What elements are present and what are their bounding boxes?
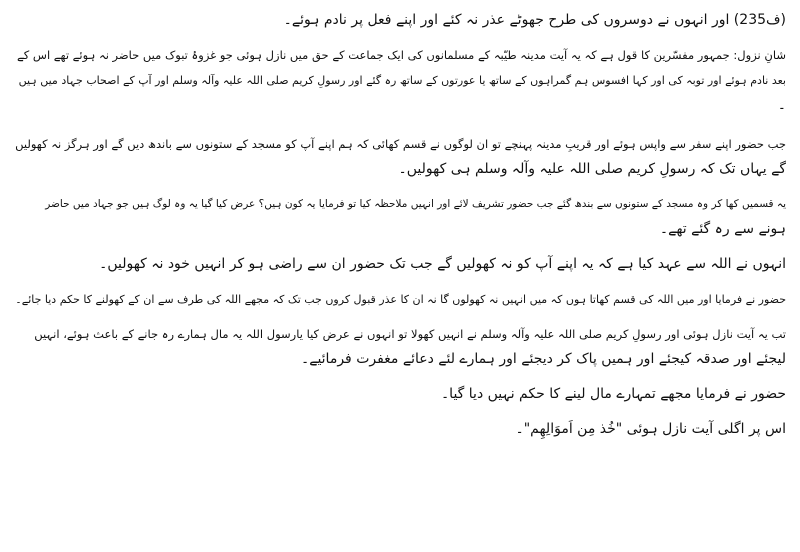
covenant-paragraph	[14, 252, 786, 277]
text-line: حضور نے فرمایا مجھے تمہارے مال لینے کا حکم نہیں دیا گیا۔	[440, 386, 786, 402]
text-line: حضور نے فرمایا اور میں اللہ کی قسم کھاتا ہوں کہ میں انہیں نہ کھولوں گا نہ ان کا عذر قبول کروں جب تک کہ مجھے اللہ کی طرف سے ان کے کھولنے کا حکم دیا جائے۔	[15, 293, 786, 306]
text-line: ۔	[777, 97, 786, 113]
prophet-oath-paragraph	[14, 287, 786, 312]
tied-to-pillars-paragraph	[14, 192, 786, 242]
next-verse-paragraph	[14, 417, 786, 442]
text-line: جب حضور اپنے سفر سے واپس ہوئے اور قریبِ مدینہ پہنچے تو ان لوگوں نے قسم کھائی کہ ہم اپنے آپ کو مسجد کے ستونوں سے باندھ دیں گے اور ہرگز نہ کھولیں	[15, 137, 786, 151]
text-line: اس پر اگلی آیت نازل ہوئی "خُذ مِن اَموَالِھِم"۔	[515, 421, 786, 437]
oath-paragraph	[14, 132, 786, 182]
text-line: یہ قسمیں کھا کر وہ مسجد کے ستونوں سے بندھ گئے جب حضور تشریف لائے اور انہیں ملاحظہ کیا تو فرمایا یہ کون ہیں؟ عرض کیا گیا یہ وہ لوگ ہیں جو جہاد میں حاضر	[45, 198, 786, 210]
shan-e-nuzool-paragraph	[14, 43, 786, 118]
text-line: انہوں نے اللہ سے عہد کیا ہے کہ یہ اپنے آپ کو نہ کھولیں گے جب تک حضور ان سے راضی ہو کر انہیں خود نہ کھولیں۔	[99, 256, 786, 272]
text-line: (ف235) اور انہوں نے دوسروں کی طرح جھوٹے عذر نہ کئے اور اپنے فعل پر نادم ہوئے۔	[283, 12, 786, 28]
text-line: لیجئے اور صدقہ کیجئے اور ہمیں پاک کر دیجئے اور ہمارے لئے دعائے مغفرت فرمائیے۔	[301, 351, 786, 367]
text-line: بعد نادم ہوئے اور توبہ کی اور کہا افسوس ہم گمراہوں کے ساتھ یا عورتوں کے ساتھ رہ گئے اور رسولِ کریم صلی اللہ علیہ وآلہ وسلم اور آپ کے اصحاب جہاد میں ہیں	[18, 74, 786, 87]
text-line: شانِ نزول: جمہور مفسّرین کا قول ہے کہ یہ آیت مدینہ طیّبہ کے مسلمانوں کی ایک جماعت کے حق میں نازل ہوئی جو غزوۂ تبوک میں حاضر نہ ہوئے تھے اس کے	[17, 48, 786, 62]
text-line: ہونے سے رہ گئے تھے۔	[659, 221, 786, 237]
text-line: گے یہاں تک کہ رسولِ کریم صلی اللہ علیہ وآلہ وسلم ہی کھولیں۔	[398, 161, 786, 177]
footnote-235-paragraph	[14, 8, 786, 33]
wealth-not-ordered-paragraph	[14, 382, 786, 407]
verse-revealed-paragraph	[14, 322, 786, 372]
text-line: تب یہ آیت نازل ہوئی اور رسولِ کریم صلی اللہ علیہ وآلہ وسلم نے انہیں کھولا تو انہوں نے عرض کیا یارسول اللہ یہ مال ہمارے رہ جانے کے باعث ہوئے، انہیں	[34, 327, 786, 341]
